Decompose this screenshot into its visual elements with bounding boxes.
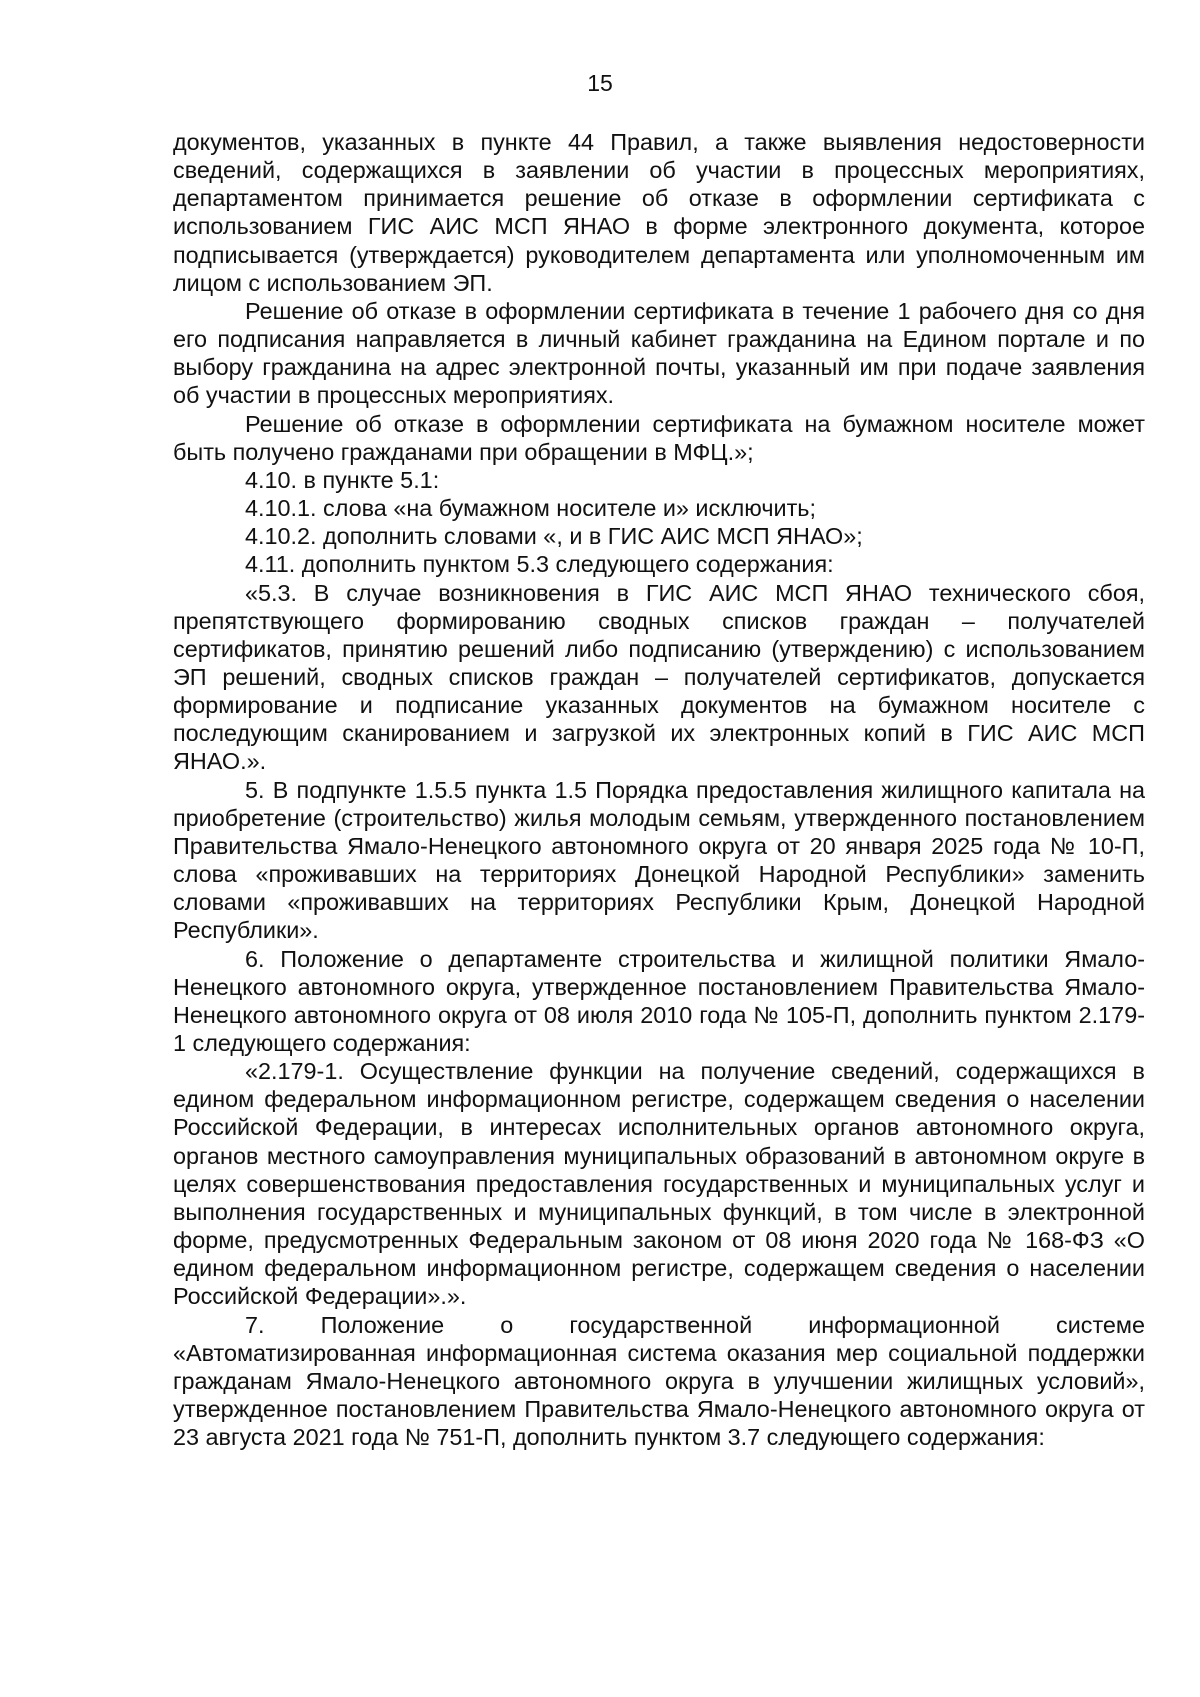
paragraph-item-2-179-1-quote: «2.179-1. Осуществление функции на получение сведений, содержащихся в едином федеральном информационном регистре, содержащем сведения о населении Российской Федерации, в интересах исполнительных органов автономного округа, органов местного самоуправления муниципальных образований в автономном округе в целях совершенствования предоставления государственных и муниципальных услуг и выполнения государственных и муниципальных функций, в том числе в электронной форме, предусмотренных Федеральным законом от 08 июня 2020 года № 168-ФЗ «О едином федеральном информационном регистре, содержащем сведения о населении Российской Федерации».». [173,1058,1145,1310]
paragraph-item-4-10-1: 4.10.1. слова «на бумажном носителе и» исключить; [245,495,816,522]
paragraph-section-7: 7. Положение о государственной информационной системе «Автоматизированная информационная система оказания мер социальной поддержки гражданам Ямало-Ненецкого автономного округа в улучшении жилищных условий», утвержденное постановлением Правительства Ямало-Ненецкого автономного округа от 23 августа 2021 года № 751-П, дополнить пунктом 3.7 следующего содержания: [173,1311,1145,1451]
paragraph-refusal-paper-copy: Решение об отказе в оформлении сертификата на бумажном носителе может быть получено гражданами при обращении в МФЦ.»; [173,410,1145,465]
paragraph-section-6: 6. Положение о департаменте строительства и жилищной политики Ямало-Ненецкого автономного округа, утвержденное постановлением Правительства Ямало-Ненецкого автономного округа от 08 июля 2010 года № 105-П, дополнить пунктом 2.179-1 следующего содержания: [173,945,1145,1056]
paragraph-item-5-3-quote: «5.3. В случае возникновения в ГИС АИС МСП ЯНАО технического сбоя, препятствующего формированию сводных списков граждан – получателей сертификатов, принятию решений либо подписанию (утверждению) с использованием ЭП решений, сводных списков граждан – получателей сертификатов, допускается формирование и подписание указанных документов на бумажном носителе с последующим сканированием и загрузкой их электронных копий в ГИС АИС МСП ЯНАО.». [173,579,1145,775]
paragraph-refusal-decision-continuation: документов, указанных в пункте 44 Правил, а также выявления недостоверности сведений, содержащихся в заявлении об участии в процессных мероприятиях, департаментом принимается решение об отказе в оформлении сертификата с использованием ГИС АИС МСП ЯНАО в форме электронного документа, которое подписывается (утверждается) руководителем департамента или уполномоченным им лицом с использованием ЭП. [173,129,1145,296]
paragraph-item-4-10: 4.10. в пункте 5.1: [245,466,440,493]
paragraph-section-5: 5. В подпункте 1.5.5 пункта 1.5 Порядка предоставления жилищного капитала на приобретение (строительство) жилья молодым семьям, утвержденного постановлением Правительства Ямало-Ненецкого автономного округа от 20 января 2025 года № 10-П, слова «проживавших на территориях Донецкой Народной Республики» заменить словами «проживавших на территориях Республики Крым, Донецкой Народной Республики». [173,776,1145,944]
paragraph-item-4-11: 4.11. дополнить пунктом 5.3 следующего содержания: [245,551,834,578]
document-body [173,128,1145,1451]
paragraph-item-4-10-2: 4.10.2. дополнить словами «, и в ГИС АИС МСП ЯНАО»; [245,523,863,550]
paragraph-refusal-delivery: Решение об отказе в оформлении сертификата в течение 1 рабочего дня со дня его подписания направляется в личный кабинет гражданина на Едином портале и по выбору гражданина на адрес электронной почты, указанный им при подаче заявления об участии в процессных мероприятиях. [173,297,1145,409]
page-number: 15 [587,70,613,96]
